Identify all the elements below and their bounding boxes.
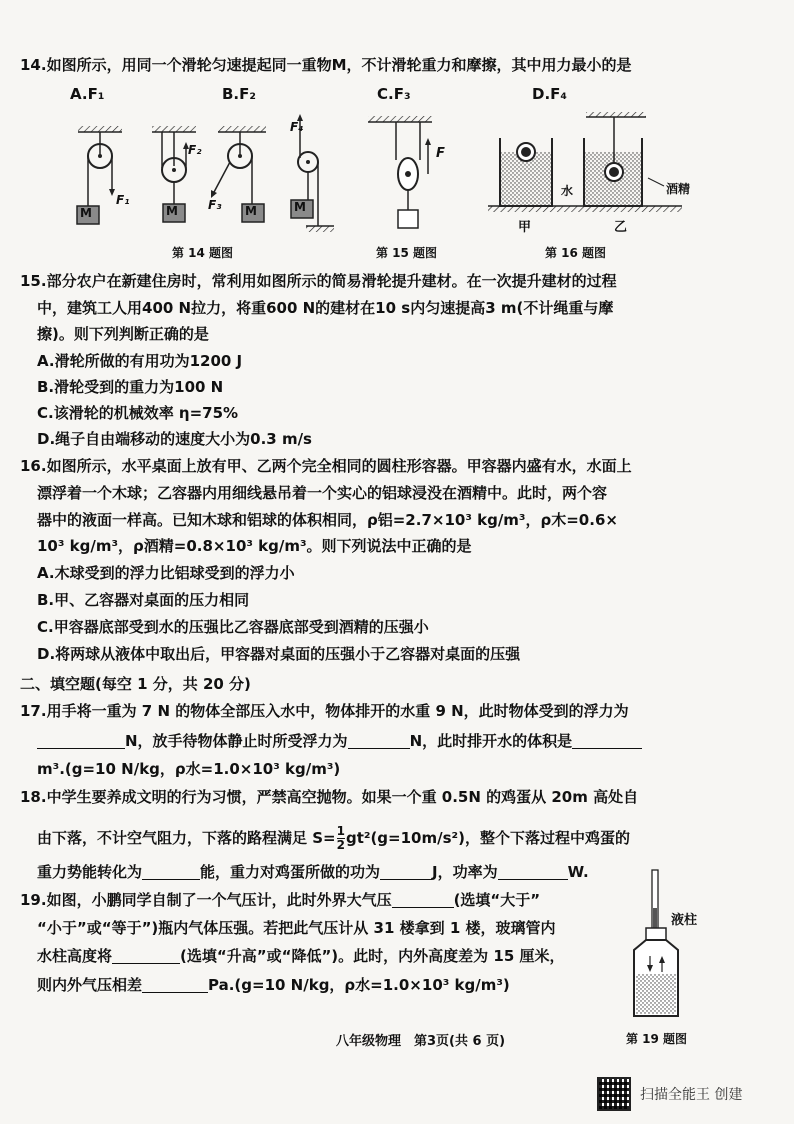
q16-option-b: B.甲、乙容器对桌面的压力相同 <box>37 591 250 609</box>
q16-option-d: D.将两球从液体中取出后，甲容器对桌面的压强小于乙容器对桌面的压强 <box>37 645 521 663</box>
q15-option-a: A.滑轮所做的有用功为1200 J <box>37 352 243 370</box>
q15-figure-caption: 第 15 题图 <box>376 246 438 260</box>
q19-barometer-figure <box>624 864 704 1028</box>
q17-blank-1[interactable] <box>37 732 125 749</box>
q14-stem: 14.如图所示，用同一个滑轮匀速提起同一重物M，不计滑轮重力和摩擦，其中用力最小的是 <box>20 56 632 74</box>
q17-line-3: m³.(g=10 N/kg，ρ水=1.0×10³ kg/m³) <box>37 760 341 778</box>
q19-blank-1[interactable] <box>392 891 454 908</box>
q15-option-b: B.滑轮受到的重力为100 N <box>37 378 224 396</box>
q18-blank-1[interactable] <box>142 863 200 880</box>
q16-alcohol-label: 酒精 <box>666 182 691 196</box>
q18-blank-2[interactable] <box>380 863 432 880</box>
q14-option-a: A.F₁ <box>70 85 105 103</box>
qr-code-icon <box>597 1077 631 1111</box>
q15-force-label: F <box>436 146 445 161</box>
q16-containers-figure <box>486 106 696 230</box>
q16-container-b-label: 乙 <box>614 220 628 235</box>
q19-figure-caption: 第 19 题图 <box>626 1032 688 1046</box>
q15-pulley-figure <box>364 112 444 240</box>
q14-mass-label-2: M <box>166 204 178 218</box>
q17-blank-2[interactable] <box>348 732 410 749</box>
q16-stem-line-3: 器中的液面一样高。已知木球和铝球的体积相同，ρ铝=2.7×10³ kg/m³，ρ木=0.6× <box>37 511 618 529</box>
page-footer: 八年级物理 第3页(共 6 页) <box>336 1034 506 1049</box>
q16-stem-line-2: 漂浮着一个木球；乙容器内用细线悬吊着一个实心的铝球浸没在酒精中。此时，两个容 <box>37 484 608 502</box>
q14-option-d: D.F₄ <box>532 85 567 103</box>
q15-stem-line-1: 15.部分农户在新建住房时，常利用如图所示的简易滑轮提升建材。在一次提升建材的过程 <box>20 272 617 290</box>
q15-option-d: D.绳子自由端移动的速度大小为0.3 m/s <box>37 430 312 448</box>
q18-blank-3[interactable] <box>498 863 568 880</box>
q14-mass-label-1: M <box>80 206 92 220</box>
q19-line-2: “小于”或“等于”)瓶内气体压强。若把此气压计从 31 楼拿到 1 楼，玻璃管内 <box>37 919 556 937</box>
q15-stem-line-3: 擦)。则下列判断正确的是 <box>37 325 209 343</box>
q17-line-1: 17.用手将一重为 7 N 的物体全部压入水中，物体排开的水重 9 N，此时物体受到的浮力为 <box>20 702 629 720</box>
q14-force-f2: F₂ <box>188 143 202 157</box>
q14-option-c: C.F₃ <box>377 85 411 103</box>
q16-container-a-label: 甲 <box>518 220 532 235</box>
q16-figure-caption: 第 16 题图 <box>545 246 607 260</box>
q19-blank-2[interactable] <box>112 947 180 964</box>
q16-stem-line-4: 10³ kg/m³，ρ酒精=0.8×10³ kg/m³。则下列说法中正确的是 <box>37 537 472 555</box>
q16-stem-line-1: 16.如图所示，水平桌面上放有甲、乙两个完全相同的圆柱形容器。甲容器内盛有水，水面上 <box>20 457 632 475</box>
q14-option-b: B.F₂ <box>222 85 256 103</box>
q19-line-3: 水柱高度将 (选填“升高”或“降低”)。此时，内外高度差为 15 厘米， <box>37 947 565 965</box>
section-2-title: 二、填空题(每空 1 分，共 20 分) <box>20 675 251 693</box>
q14-mass-label-3: M <box>245 204 257 218</box>
q16-option-a: A.木球受到的浮力比铝球受到的浮力小 <box>37 564 295 582</box>
q19-blank-3[interactable] <box>142 976 208 993</box>
q15-option-c: C.该滑轮的机械效率 η=75% <box>37 404 239 422</box>
q15-stem-line-2: 中，建筑工人用400 N拉力，将重600 N的建材在10 s内匀速提高3 m(不计绳重与摩 <box>37 299 614 317</box>
q14-figure-caption: 第 14 题图 <box>172 246 234 260</box>
q18-line-2: 由下落，不计空气阻力，下落的路程满足 S= $\frac{1}{2}$ gt²(g=10m/s²)，整个下落过程中鸡蛋的 <box>37 824 630 852</box>
scanner-watermark: 扫描全能王 创建 <box>640 1087 743 1103</box>
q14-force-f1: F₁ <box>116 193 130 207</box>
q17-blank-3[interactable] <box>572 732 642 749</box>
q14-force-f4: F₄ <box>290 120 304 134</box>
q14-mass-label-4: M <box>294 200 306 214</box>
q19-line-1: 19.如图，小鹏同学自制了一个气压计，此时外界大气压 (选填“大于” <box>20 891 541 909</box>
q16-option-c: C.甲容器底部受到水的压强比乙容器底部受到酒精的压强小 <box>37 618 429 636</box>
q16-water-label: 水 <box>561 184 574 198</box>
q18-line-1: 18.中学生要养成文明的行为习惯，严禁高空抛物。如果一个重 0.5N 的鸡蛋从 20m 高处自 <box>20 788 639 806</box>
q19-liquid-column-label: 液柱 <box>671 913 698 928</box>
q14-force-f3: F₃ <box>208 198 222 212</box>
q19-line-4: 则内外气压相差 Pa.(g=10 N/kg，ρ水=1.0×10³ kg/m³) <box>37 976 510 994</box>
q17-line-2: N，放手待物体静止时所受浮力为 N，此时排开水的体积是 <box>37 731 642 751</box>
q18-line-3: 重力势能转化为 能，重力对鸡蛋所做的功为 J，功率为 W. <box>37 863 589 881</box>
